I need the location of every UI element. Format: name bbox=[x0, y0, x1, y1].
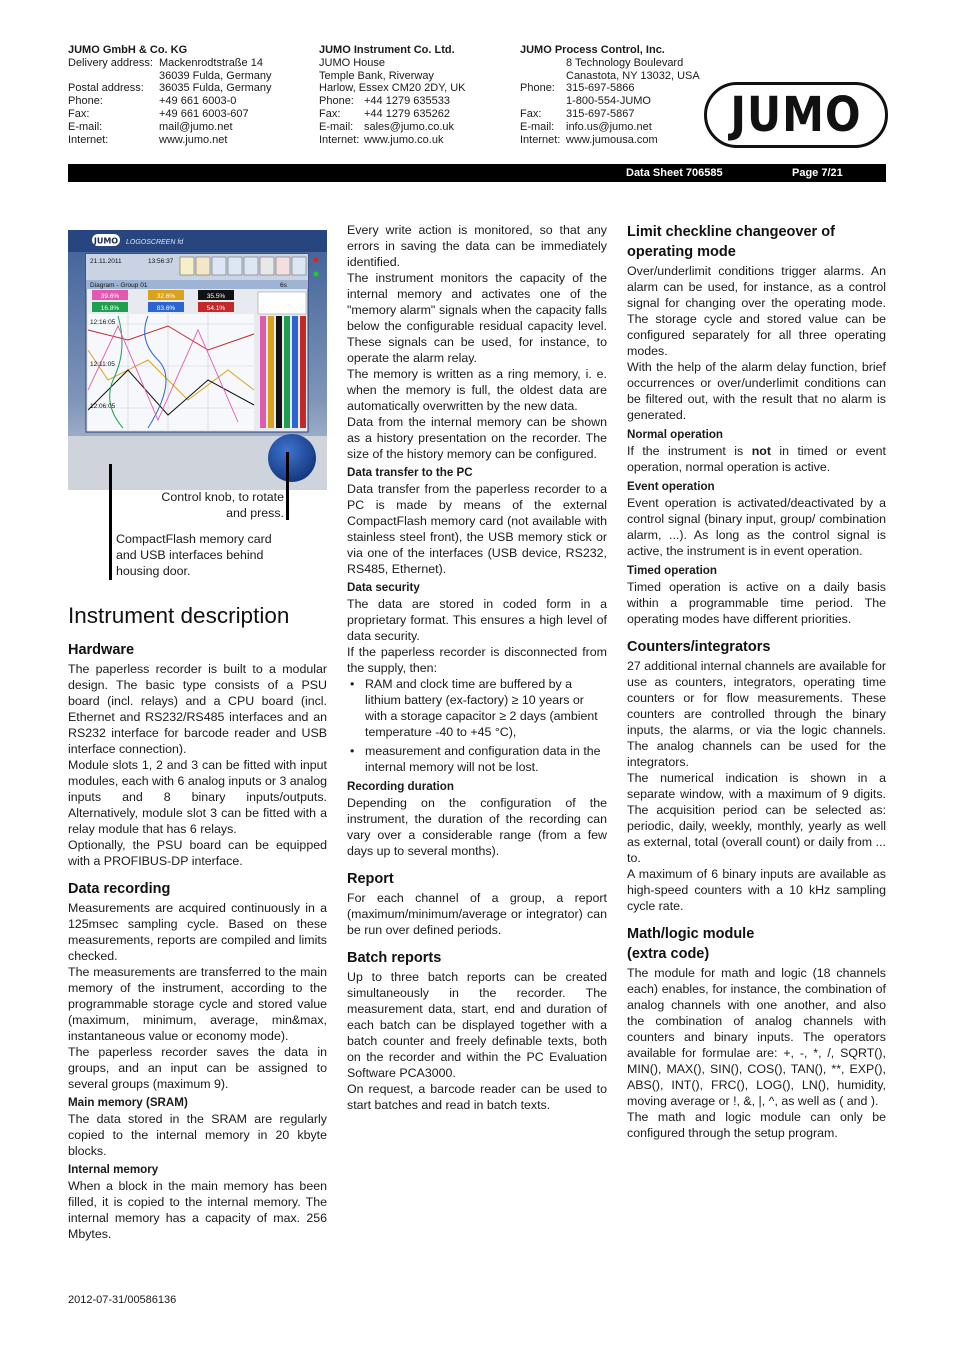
counters-text-3: A maximum of 6 binary inputs are available as high-speed counters with a 10 kHz sampling cycle rate. bbox=[627, 867, 886, 913]
address-row bbox=[68, 121, 272, 134]
security-list bbox=[347, 676, 607, 775]
caption-compactflash: CompactFlash memory card and USB interfaces behind housing door. bbox=[116, 532, 272, 578]
data-recording-text: Measurements are acquired continuously in a 125msec sampling cycle. Based on these measurements, reports are compiled and limits checked. bbox=[68, 901, 327, 963]
address-label: Phone: bbox=[319, 95, 354, 108]
address-value: 36035 Fulda, Germany bbox=[159, 82, 272, 95]
address-label: E-mail: bbox=[319, 120, 354, 133]
document-footer: 2012-07-31/00586136 bbox=[68, 1294, 177, 1306]
time-label-1: 12:16:05 bbox=[90, 319, 116, 326]
report-heading: Report bbox=[347, 871, 394, 887]
photo-diagram-title: Diagram - Group 01 bbox=[90, 282, 148, 289]
address-uk bbox=[319, 44, 466, 146]
address-row bbox=[68, 82, 272, 95]
address-row bbox=[68, 95, 272, 108]
hardware-text: The paperless recorder is built to a modular design. The basic type consists of a PSU board (incl. relays) and a CPU board (incl. Ethernet and RS232/RS485 interfaces and an RS232 interface for barcode reader and USB interface connection). bbox=[68, 662, 327, 756]
recording-duration-text: Depending on the configuration of the instrument, the duration of the recording can vary over a considerable range (from a few days up to several months). bbox=[347, 796, 607, 858]
recorder-photo bbox=[68, 230, 327, 490]
math-logic-heading: Math/logic module (extra code) bbox=[627, 926, 755, 962]
address-row bbox=[319, 82, 466, 95]
address-label bbox=[68, 70, 159, 83]
address-value: www.jumo.co.uk bbox=[364, 133, 444, 146]
photo-product: LOGOSCREEN fd bbox=[126, 239, 184, 246]
hardware-text-2: Module slots 1, 2 and 3 can be fitted with input modules, each with 6 analog inputs or 3 analog inputs and 8 binary inputs/outputs. Alternatively, module slot 3 can be fitted with a relay module that has 6 relays. bbox=[68, 758, 327, 836]
address-label: Phone: bbox=[520, 82, 555, 95]
counters-text: 27 additional internal channels are available for use as counters, integrators, operating time counters or for flow measurements. These counters are controlled through the binary inputs, the alarms, or via the logic channels. The analog channels can be used for the integrators. bbox=[627, 659, 886, 769]
value-6: 54.1% bbox=[206, 305, 226, 312]
address-label bbox=[520, 95, 566, 108]
address-germany bbox=[68, 44, 272, 146]
address-value: 315-697-5867 bbox=[566, 107, 635, 120]
company-name: JUMO Process Control, Inc. bbox=[520, 44, 665, 56]
section-title: Instrument description bbox=[68, 603, 290, 628]
address-label: Internet: bbox=[319, 133, 360, 146]
address-row bbox=[68, 70, 272, 83]
data-security-text: The data are stored in coded form in a proprietary format. This ensures a high level of data security. bbox=[347, 597, 607, 643]
data-recording-text-3: The paperless recorder saves the data in groups, and an input can be assigned to several groups (maximum 9). bbox=[68, 1045, 327, 1091]
timed-operation-text: Timed operation is active on a daily basis within a programmable time period. The operating modes have different priorities. bbox=[627, 580, 886, 626]
control-knob bbox=[268, 434, 316, 482]
address-row bbox=[520, 108, 700, 121]
company-name: JUMO Instrument Co. Ltd. bbox=[319, 44, 455, 56]
internal-memory-heading: Internal memory bbox=[68, 1163, 159, 1176]
counters-heading: Counters/integrators bbox=[627, 639, 771, 655]
timed-operation-heading: Timed operation bbox=[627, 564, 717, 577]
address-label: Postal address: bbox=[68, 82, 144, 95]
normal-operation-text: If the instrument is not in timed or event operation, normal operation is active. bbox=[627, 444, 886, 474]
address-value: Temple Bank, Riverway bbox=[319, 69, 434, 82]
address-value: mail@jumo.net bbox=[159, 120, 233, 133]
math-logic-text: The module for math and logic (18 channels each) enables, for instance, the combination of analog channels with one another, and also the combination of analog channels with counters and binary inputs. The operators available for formulae are: +, -, *, /, SQRT(), MIN(), MAX(), SIN(), COS(), TAN(), **, EXP(), ABS(), INT(), FRC(), LOG(), LN(), humidity, moving average or !, &, |, ^, as well as ( and ). bbox=[627, 966, 886, 1108]
address-value: Harlow, Essex CM20 2DY, UK bbox=[319, 82, 466, 95]
address-row bbox=[520, 95, 700, 108]
address-row bbox=[319, 70, 466, 83]
hardware-heading: Hardware bbox=[68, 642, 135, 658]
address-row bbox=[520, 121, 700, 134]
address-value: 315-697-5866 bbox=[566, 82, 635, 95]
address-label: Internet: bbox=[68, 133, 109, 146]
address-label: Delivery address: bbox=[68, 56, 153, 69]
normal-operation-heading: Normal operation bbox=[627, 428, 723, 441]
value-5: 83.6% bbox=[156, 305, 176, 312]
datasheet-number: Data Sheet 706585 bbox=[626, 167, 723, 179]
address-value: www.jumo.net bbox=[159, 133, 228, 146]
data-security-text-2: If the paperless recorder is disconnected from the supply, then: bbox=[347, 645, 607, 675]
column-3 bbox=[627, 222, 886, 1141]
address-value: 8 Technology Boulevard bbox=[566, 56, 684, 69]
column-2 bbox=[347, 222, 607, 1113]
math-logic-text-2: The math and logic module can only be configured through the setup program. bbox=[627, 1110, 886, 1140]
address-row bbox=[520, 57, 700, 70]
photo-brand: JUMO bbox=[93, 236, 119, 246]
address-label: Fax: bbox=[68, 107, 90, 120]
sram-heading: Main memory (SRAM) bbox=[68, 1096, 188, 1109]
write-monitor-text: Every write action is monitored, so that any errors in saving the data can be immediately identified. bbox=[347, 223, 607, 269]
trend-area bbox=[88, 314, 254, 430]
time-label-3: 12:06:05 bbox=[90, 403, 116, 410]
page-number: Page 7/21 bbox=[792, 167, 843, 179]
batch-reports-text-2: On request, a barcode reader can be used to start batches and read in batch texts. bbox=[347, 1082, 607, 1112]
sram-text: The data stored in the SRAM are regularly copied to the internal memory in 20 kbyte blocks. bbox=[68, 1112, 327, 1158]
address-value: 1-800-554-JUMO bbox=[566, 95, 651, 108]
address-row bbox=[319, 57, 466, 70]
address-value: +49 661 6003-0 bbox=[159, 95, 237, 108]
recording-duration-heading: Recording duration bbox=[347, 780, 454, 793]
value-3: 35.5% bbox=[206, 293, 226, 300]
limit-checkline-heading: Limit checkline changeover of operating mode bbox=[627, 224, 835, 260]
address-row bbox=[68, 57, 272, 70]
internal-memory-text: When a block in the main memory has been filled, it is copied to the internal memory. The internal memory has a capacity of max. 256 Mbytes. bbox=[68, 1179, 327, 1241]
address-value: +49 661 6003-607 bbox=[159, 107, 249, 120]
address-label bbox=[520, 70, 566, 83]
limit-checkline-text-2: With the help of the alarm delay function, brief occurrences or over/underlimit conditions can be filtered out, with the result that no alarm is generated. bbox=[627, 360, 886, 422]
datasheet-bar bbox=[68, 164, 886, 182]
address-value: 36039 Fulda, Germany bbox=[159, 69, 272, 82]
address-row bbox=[319, 95, 466, 108]
value-2: 32.6% bbox=[156, 293, 176, 300]
address-value: www.jumousa.com bbox=[566, 133, 658, 146]
logo-text: JUMO bbox=[730, 86, 862, 143]
photo-date: 21.11.2011 bbox=[90, 258, 122, 265]
pointer-line-cf bbox=[109, 464, 112, 580]
address-value: JUMO House bbox=[319, 56, 386, 69]
memory-alarm-text: The instrument monitors the capacity of the internal memory and activates one of the "memory alarm" signals when the capacity falls below the configurable residual capacity level. These signals can be used, for instance, to operate the alarm relay. bbox=[347, 271, 607, 365]
column-1 bbox=[68, 602, 327, 1242]
caption-knob: Control knob, to rotate and press. bbox=[161, 490, 284, 520]
address-row bbox=[319, 108, 466, 121]
pointer-line-knob bbox=[286, 452, 289, 520]
batch-reports-text: Up to three batch reports can be created simultaneously in the recorder. The measurement data, start, end and duration of each batch can be displayed together with a batch counter and freely definable texts, both on the recorder and within the PC Evaluation Software PCA3000. bbox=[347, 970, 607, 1080]
data-security-heading: Data security bbox=[347, 581, 420, 594]
event-operation-text: Event operation is activated/deactivated by a control signal (binary input, group/ combination alarm, ...). As long as the control signal is active, the instrument is in event operation. bbox=[627, 496, 886, 558]
address-label: Phone: bbox=[68, 95, 103, 108]
value-1: 39.6% bbox=[100, 293, 120, 300]
address-usa bbox=[520, 44, 700, 146]
data-transfer-text: Data transfer from the paperless recorder to a PC is made by means of the external CompactFlash memory card (not available with stainless steel front), the USB memory stick or via one of the interfaces (USB device, RS232, RS485, Ethernet). bbox=[347, 482, 607, 576]
list-item: • measurement and configuration data in the internal memory will not be lost. bbox=[347, 743, 607, 775]
address-value: +44 1279 635262 bbox=[364, 107, 450, 120]
photo-interval: 6s bbox=[280, 282, 287, 289]
limit-checkline-text: Over/underlimit conditions trigger alarms. An alarm can be used, for instance, as a control signal for changing over the operating mode. The storage cycle and stored value can be configured separately for all three operating modes. bbox=[627, 264, 886, 358]
address-row bbox=[520, 70, 700, 83]
event-operation-heading: Event operation bbox=[627, 480, 715, 493]
address-value: Canastota, NY 13032, USA bbox=[566, 69, 700, 82]
value-4: 16.8% bbox=[100, 305, 120, 312]
report-text: For each channel of a group, a report (maximum/minimum/average or integrator) can be run over defined periods. bbox=[347, 891, 607, 937]
address-value: +44 1279 635533 bbox=[364, 95, 450, 108]
address-label: Fax: bbox=[520, 107, 542, 120]
ring-memory-text: The memory is written as a ring memory, i. e. when the memory is full, the oldest data are automatically overwritten by the new data. bbox=[347, 367, 607, 413]
jumo-logo bbox=[704, 82, 888, 148]
data-recording-text-2: The measurements are transferred to the main memory of the instrument, according to the programmable storage cycle and stored value (maximum, minimum, average, min&max, instantaneous value or economy mode). bbox=[68, 965, 327, 1043]
address-value: info.us@jumo.net bbox=[566, 120, 652, 133]
time-label-2: 12:11:05 bbox=[90, 361, 115, 368]
address-value: Mackenrodtstraße 14 bbox=[159, 56, 263, 69]
list-item: • RAM and clock time are buffered by a lithium battery (ex-factory) ≥ 10 years or with a storage capacitor ≥ 2 days (ambient temperature -40 to +45 °C), bbox=[347, 676, 607, 740]
batch-reports-heading: Batch reports bbox=[347, 950, 442, 966]
address-label: Fax: bbox=[319, 107, 341, 120]
address-row bbox=[68, 108, 272, 121]
photo-time: 13:56:37 bbox=[148, 258, 174, 265]
address-label bbox=[520, 57, 566, 70]
address-row bbox=[319, 134, 466, 147]
address-row bbox=[68, 134, 272, 147]
address-label: Internet: bbox=[520, 133, 561, 146]
address-label: E-mail: bbox=[68, 120, 103, 133]
data-transfer-heading: Data transfer to the PC bbox=[347, 466, 473, 479]
company-name: JUMO GmbH & Co. KG bbox=[68, 44, 188, 56]
address-row bbox=[520, 134, 700, 147]
address-label: E-mail: bbox=[520, 120, 555, 133]
recorder-illustration bbox=[68, 230, 327, 490]
address-row bbox=[319, 121, 466, 134]
counters-text-2: The numerical indication is shown in a separate window, with a maximum of 9 digits. The acquisition period can be selected as: periodic, daily, weekly, monthly, yearly as well as external, total (overall count) or daily from ... to. bbox=[627, 771, 886, 865]
history-text: Data from the internal memory can be shown as a history presentation on the recorder. The size of the history memory can be configured. bbox=[347, 415, 607, 461]
address-value: sales@jumo.co.uk bbox=[364, 120, 455, 133]
data-recording-heading: Data recording bbox=[68, 881, 171, 897]
hardware-text-3: Optionally, the PSU board can be equipped with a PROFIBUS-DP interface. bbox=[68, 838, 327, 868]
address-row bbox=[520, 82, 700, 95]
